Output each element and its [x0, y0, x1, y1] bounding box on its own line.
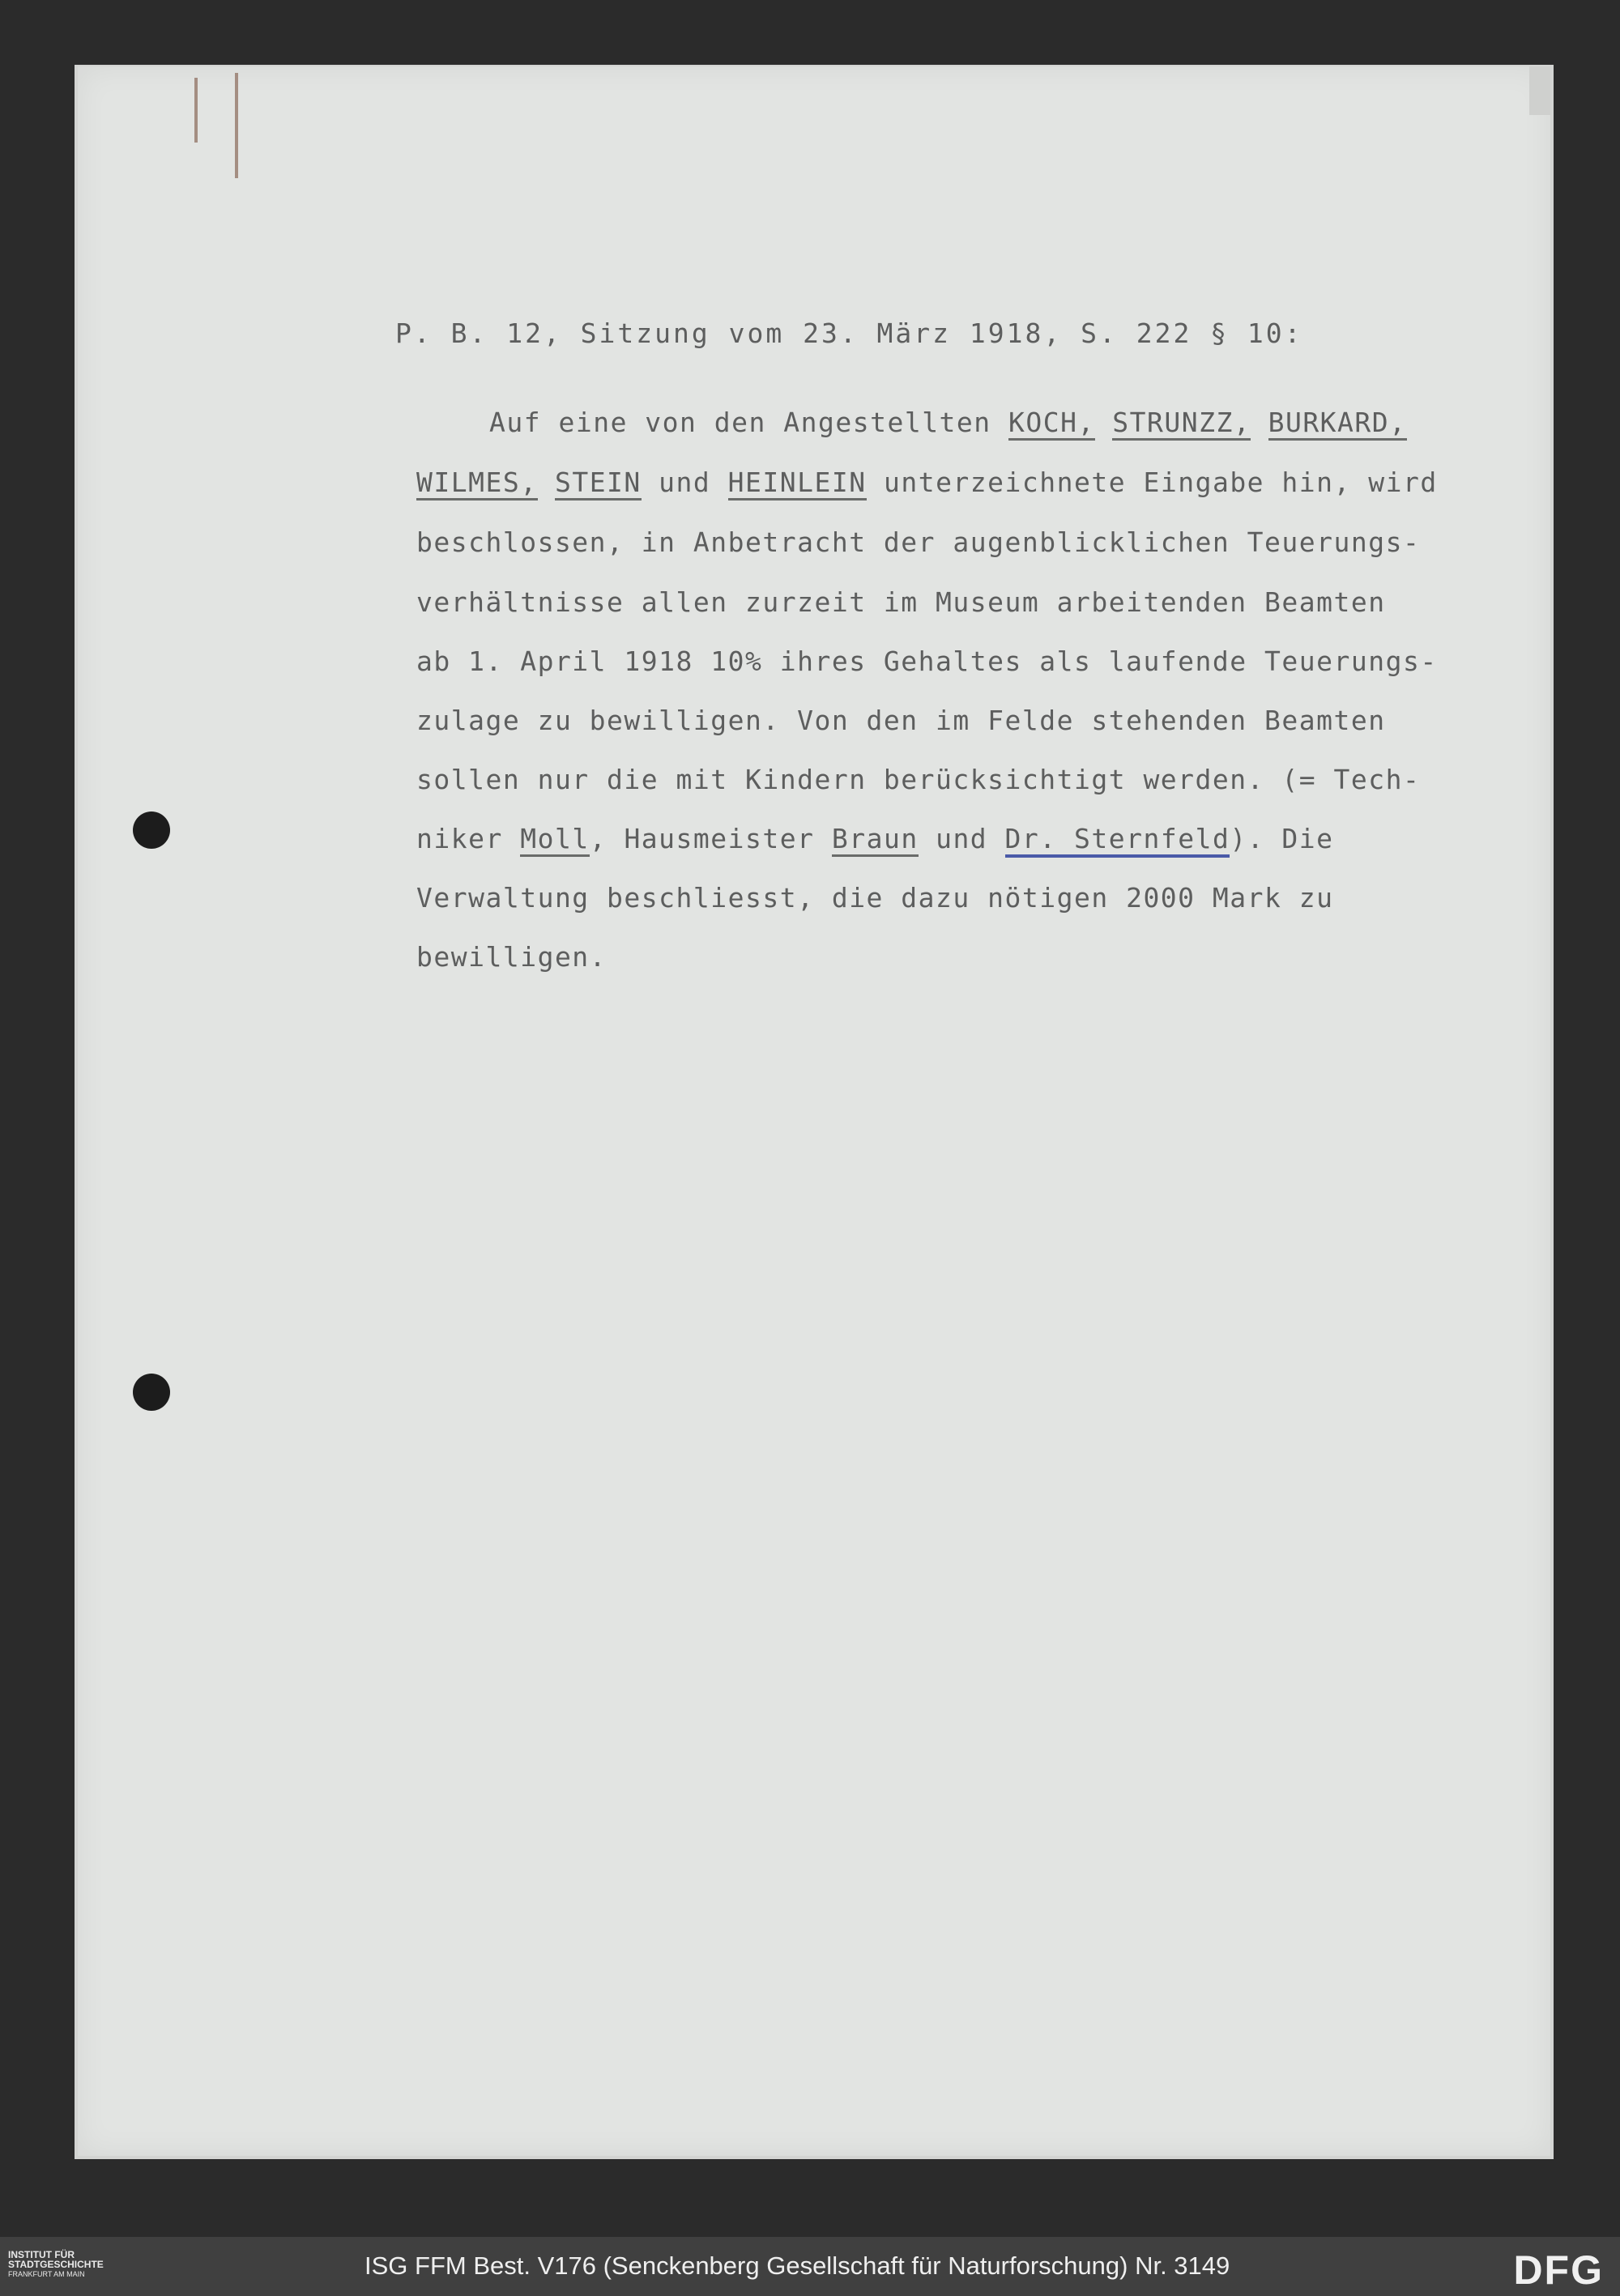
name-underlined: BURKARD,: [1268, 407, 1407, 441]
text-line-9: Verwaltung beschliesst, die dazu nötigen 2000 Mark zu: [416, 882, 1334, 914]
institution-name: STADTGESCHICHTE: [8, 2259, 104, 2270]
line-text: , Hausmeister: [589, 823, 832, 854]
text-line-5: ab 1. April 1918 10% ihres Gehaltes als laufende Teuerungs-: [416, 645, 1438, 677]
name-underlined: HEINLEIN: [728, 466, 867, 501]
name-underlined: STEIN: [555, 466, 642, 501]
punch-hole: [133, 811, 170, 849]
name-underlined: KOCH,: [1008, 407, 1095, 441]
institution-name: INSTITUT FÜR: [8, 2249, 75, 2260]
text-line-1: [489, 407, 1407, 438]
text-line-7: sollen nur die mit Kindern berücksichtigt werden. (= Tech-: [416, 764, 1421, 795]
line-text: und: [918, 823, 1005, 854]
pencil-mark: [194, 78, 198, 143]
folded-corner: [1529, 66, 1550, 115]
name-underlined: STRUNZZ,: [1112, 407, 1251, 441]
dfg-logo: DFG: [1513, 2247, 1604, 2293]
archive-caption: ISG FFM Best. V176 (Senckenberg Gesellschaft für Naturforschung) Nr. 3149: [364, 2251, 1230, 2280]
punch-hole: [133, 1374, 170, 1411]
text-line-2: [416, 466, 1438, 498]
name-underlined: WILMES,: [416, 466, 538, 501]
pencil-mark: [235, 73, 238, 178]
text-line-6: zulage zu bewilligen. Von den im Felde stehenden Beamten: [416, 705, 1386, 736]
document-heading: P. B. 12, Sitzung vom 23. März 1918, S. 222 § 10:: [395, 317, 1303, 349]
document-page: [78, 66, 1550, 2156]
institution-logo: [8, 2250, 104, 2279]
text-line-4: verhältnisse allen zurzeit im Museum arbeitenden Beamten: [416, 586, 1386, 618]
institution-city: FRANKFURT AM MAIN: [8, 2270, 85, 2278]
name-underlined: Braun: [832, 823, 919, 857]
line-text: Auf eine von den Angestellten: [489, 407, 1009, 438]
text-line-10: bewilligen.: [416, 941, 608, 973]
line-text: niker: [416, 823, 521, 854]
line-text: [538, 466, 555, 498]
line-text: ). Die: [1230, 823, 1334, 854]
line-text: [1095, 407, 1112, 438]
text-line-3: beschlossen, in Anbetracht der augenblicklichen Teuerungs-: [416, 526, 1421, 558]
line-text: und: [641, 466, 728, 498]
archive-footer: [0, 2237, 1620, 2296]
line-text: unterzeichnete Eingabe hin, wird: [866, 466, 1438, 498]
name-underlined-blue: Dr. Sternfeld: [1005, 823, 1230, 858]
line-text: [1251, 407, 1268, 438]
name-underlined: Moll: [520, 823, 589, 857]
text-line-8: [416, 823, 1334, 854]
